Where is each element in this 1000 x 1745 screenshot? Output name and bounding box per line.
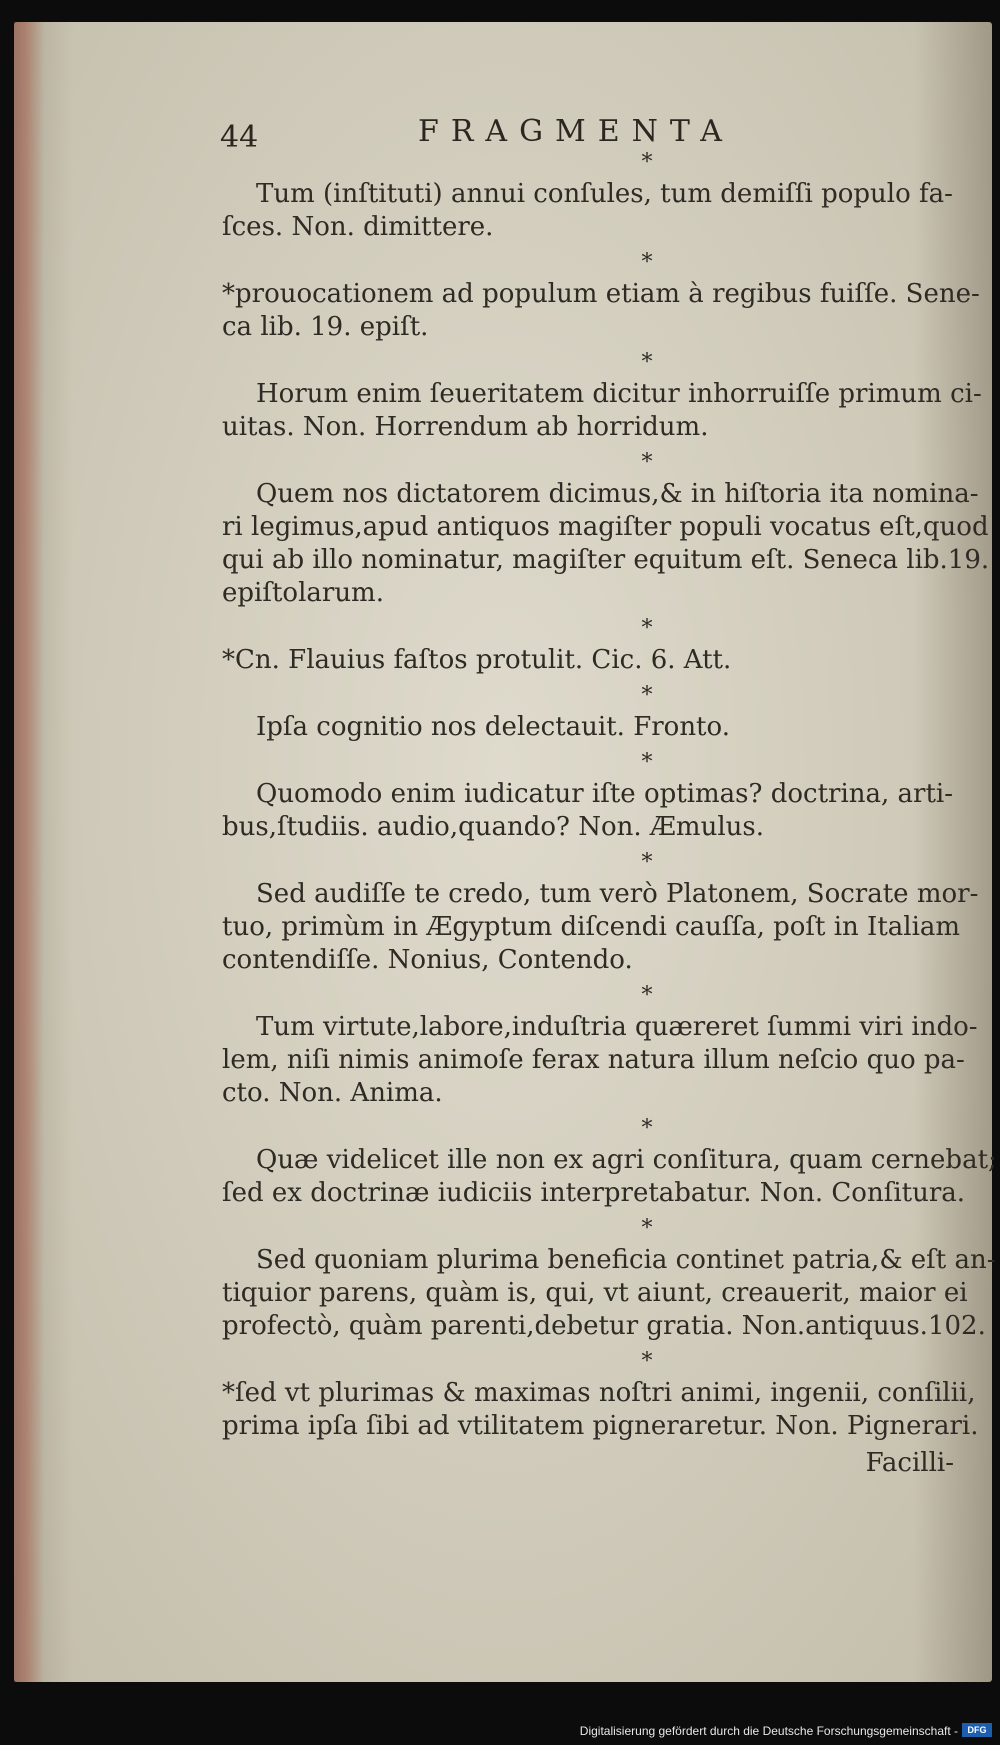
page-number: 44 xyxy=(220,120,259,155)
text-line: Tum (inſtituti) annui conſules, tum demiſſi populo fa- xyxy=(256,179,953,209)
fragment-paragraph xyxy=(222,878,979,977)
text-line: Quem nos dictatorem dicimus,& in hiſtoria ita nomina- xyxy=(256,479,979,509)
text-line: Sed audiſſe te credo, tum verò Platonem, Socrate mor- xyxy=(256,879,979,909)
text-line: bus,ſtudiis. audio,quando? Non. Æmulus. xyxy=(222,812,764,842)
text-line: uitas. Non. Horrendum ab horridum. xyxy=(222,412,709,442)
page-header xyxy=(0,112,1000,155)
text-line: Tum virtute,labore,induſtria quæreret ſummi viri indo- xyxy=(256,1012,978,1042)
text-line: lem, niſi nimis animoſe ferax natura illum neſcio quo pa- xyxy=(222,1045,965,1075)
fragments-text xyxy=(222,150,997,1449)
text-line: epiſtolarum. xyxy=(222,578,384,608)
text-line: profectò, quàm parenti,debetur gratia. Non.antiquus.102. xyxy=(222,1311,986,1341)
fragment-paragraph xyxy=(222,711,962,744)
catchword: Facilli- xyxy=(865,1448,954,1478)
asterisk-divider: * xyxy=(641,750,653,775)
text-line: qui ab illo nominatur, magiſter equitum eſt. Seneca lib.19. xyxy=(222,545,990,575)
text-line: Sed quoniam plurima beneficia continet patria,& eſt an- xyxy=(256,1245,996,1275)
text-line: prima ipſa ſibi ad vtilitatem pigneraretur. Non. Pignerari. xyxy=(222,1411,979,1441)
asterisk-divider: * xyxy=(641,683,653,708)
text-line: ſces. Non. dimittere. xyxy=(222,212,494,242)
text-line: tiquior parens, quàm is, qui, vt aiunt, creauerit, maior ei xyxy=(222,1278,968,1308)
text-line: cto. Non. Anima. xyxy=(222,1078,443,1108)
running-title: FRAGMENTA xyxy=(418,114,734,149)
fragment-paragraph xyxy=(222,178,962,244)
text-line: ri legimus,apud antiquos magiſter populi vocatus eſt,quod xyxy=(222,512,989,542)
asterisk-divider: * xyxy=(641,1216,653,1241)
text-line: ſed ex doctrinæ iudiciis interpretabatur. Non. Conſitura. xyxy=(222,1178,966,1208)
fragment-paragraph xyxy=(222,778,962,844)
asterisk-divider: * xyxy=(641,850,653,875)
text-line: *prouocationem ad populum etiam à regibus fuiſſe. Sene- xyxy=(222,279,980,309)
text-line: *ſed vt plurimas & maximas noſtri animi, ingenii, conſilii, xyxy=(222,1378,976,1408)
asterisk-divider: * xyxy=(641,616,653,641)
fragment-paragraph xyxy=(222,1011,978,1110)
text-line: *Cn. Flauius faſtos protulit. Cic. 6. Att. xyxy=(222,645,732,675)
asterisk-divider: * xyxy=(641,250,653,275)
text-line: Quæ videlicet ille non ex agri conſitura, quam cernebat; xyxy=(256,1145,997,1175)
fragment-paragraph xyxy=(222,478,990,610)
asterisk-divider: * xyxy=(641,350,653,375)
asterisk-divider: * xyxy=(641,450,653,475)
fragment-paragraph xyxy=(222,278,980,344)
dfg-logo: DFG xyxy=(962,1723,992,1737)
text-line: ca lib. 19. epiſt. xyxy=(222,312,429,342)
asterisk-divider: * xyxy=(641,1349,653,1374)
asterisk-divider: * xyxy=(641,150,653,175)
fragment-paragraph xyxy=(222,1377,979,1443)
asterisk-divider: * xyxy=(641,1116,653,1141)
text-line: contendiſſe. Nonius, Contendo. xyxy=(222,945,633,975)
fragment-paragraph xyxy=(222,1144,997,1210)
fragment-paragraph xyxy=(222,1244,996,1343)
text-line: Horum enim ſeueritatem dicitur inhorruiſſe primum ci- xyxy=(256,379,982,409)
fragment-paragraph xyxy=(222,644,962,677)
asterisk-divider: * xyxy=(641,983,653,1008)
digitization-footer xyxy=(0,1720,1000,1745)
text-line: Ipſa cognitio nos delectauit. Fronto. xyxy=(256,712,730,742)
text-line: Quomodo enim iudicatur iſte optimas? doctrina, arti- xyxy=(256,779,954,809)
funding-credit: Digitalisierung gefördert durch die Deutsche Forschungsgemeinschaft - xyxy=(579,1724,958,1738)
text-line: tuo, primùm in Ægyptum diſcendi cauſſa, poſt in Italiam xyxy=(222,912,961,942)
fragment-paragraph xyxy=(222,378,982,444)
page-binding-edge xyxy=(14,22,44,1682)
